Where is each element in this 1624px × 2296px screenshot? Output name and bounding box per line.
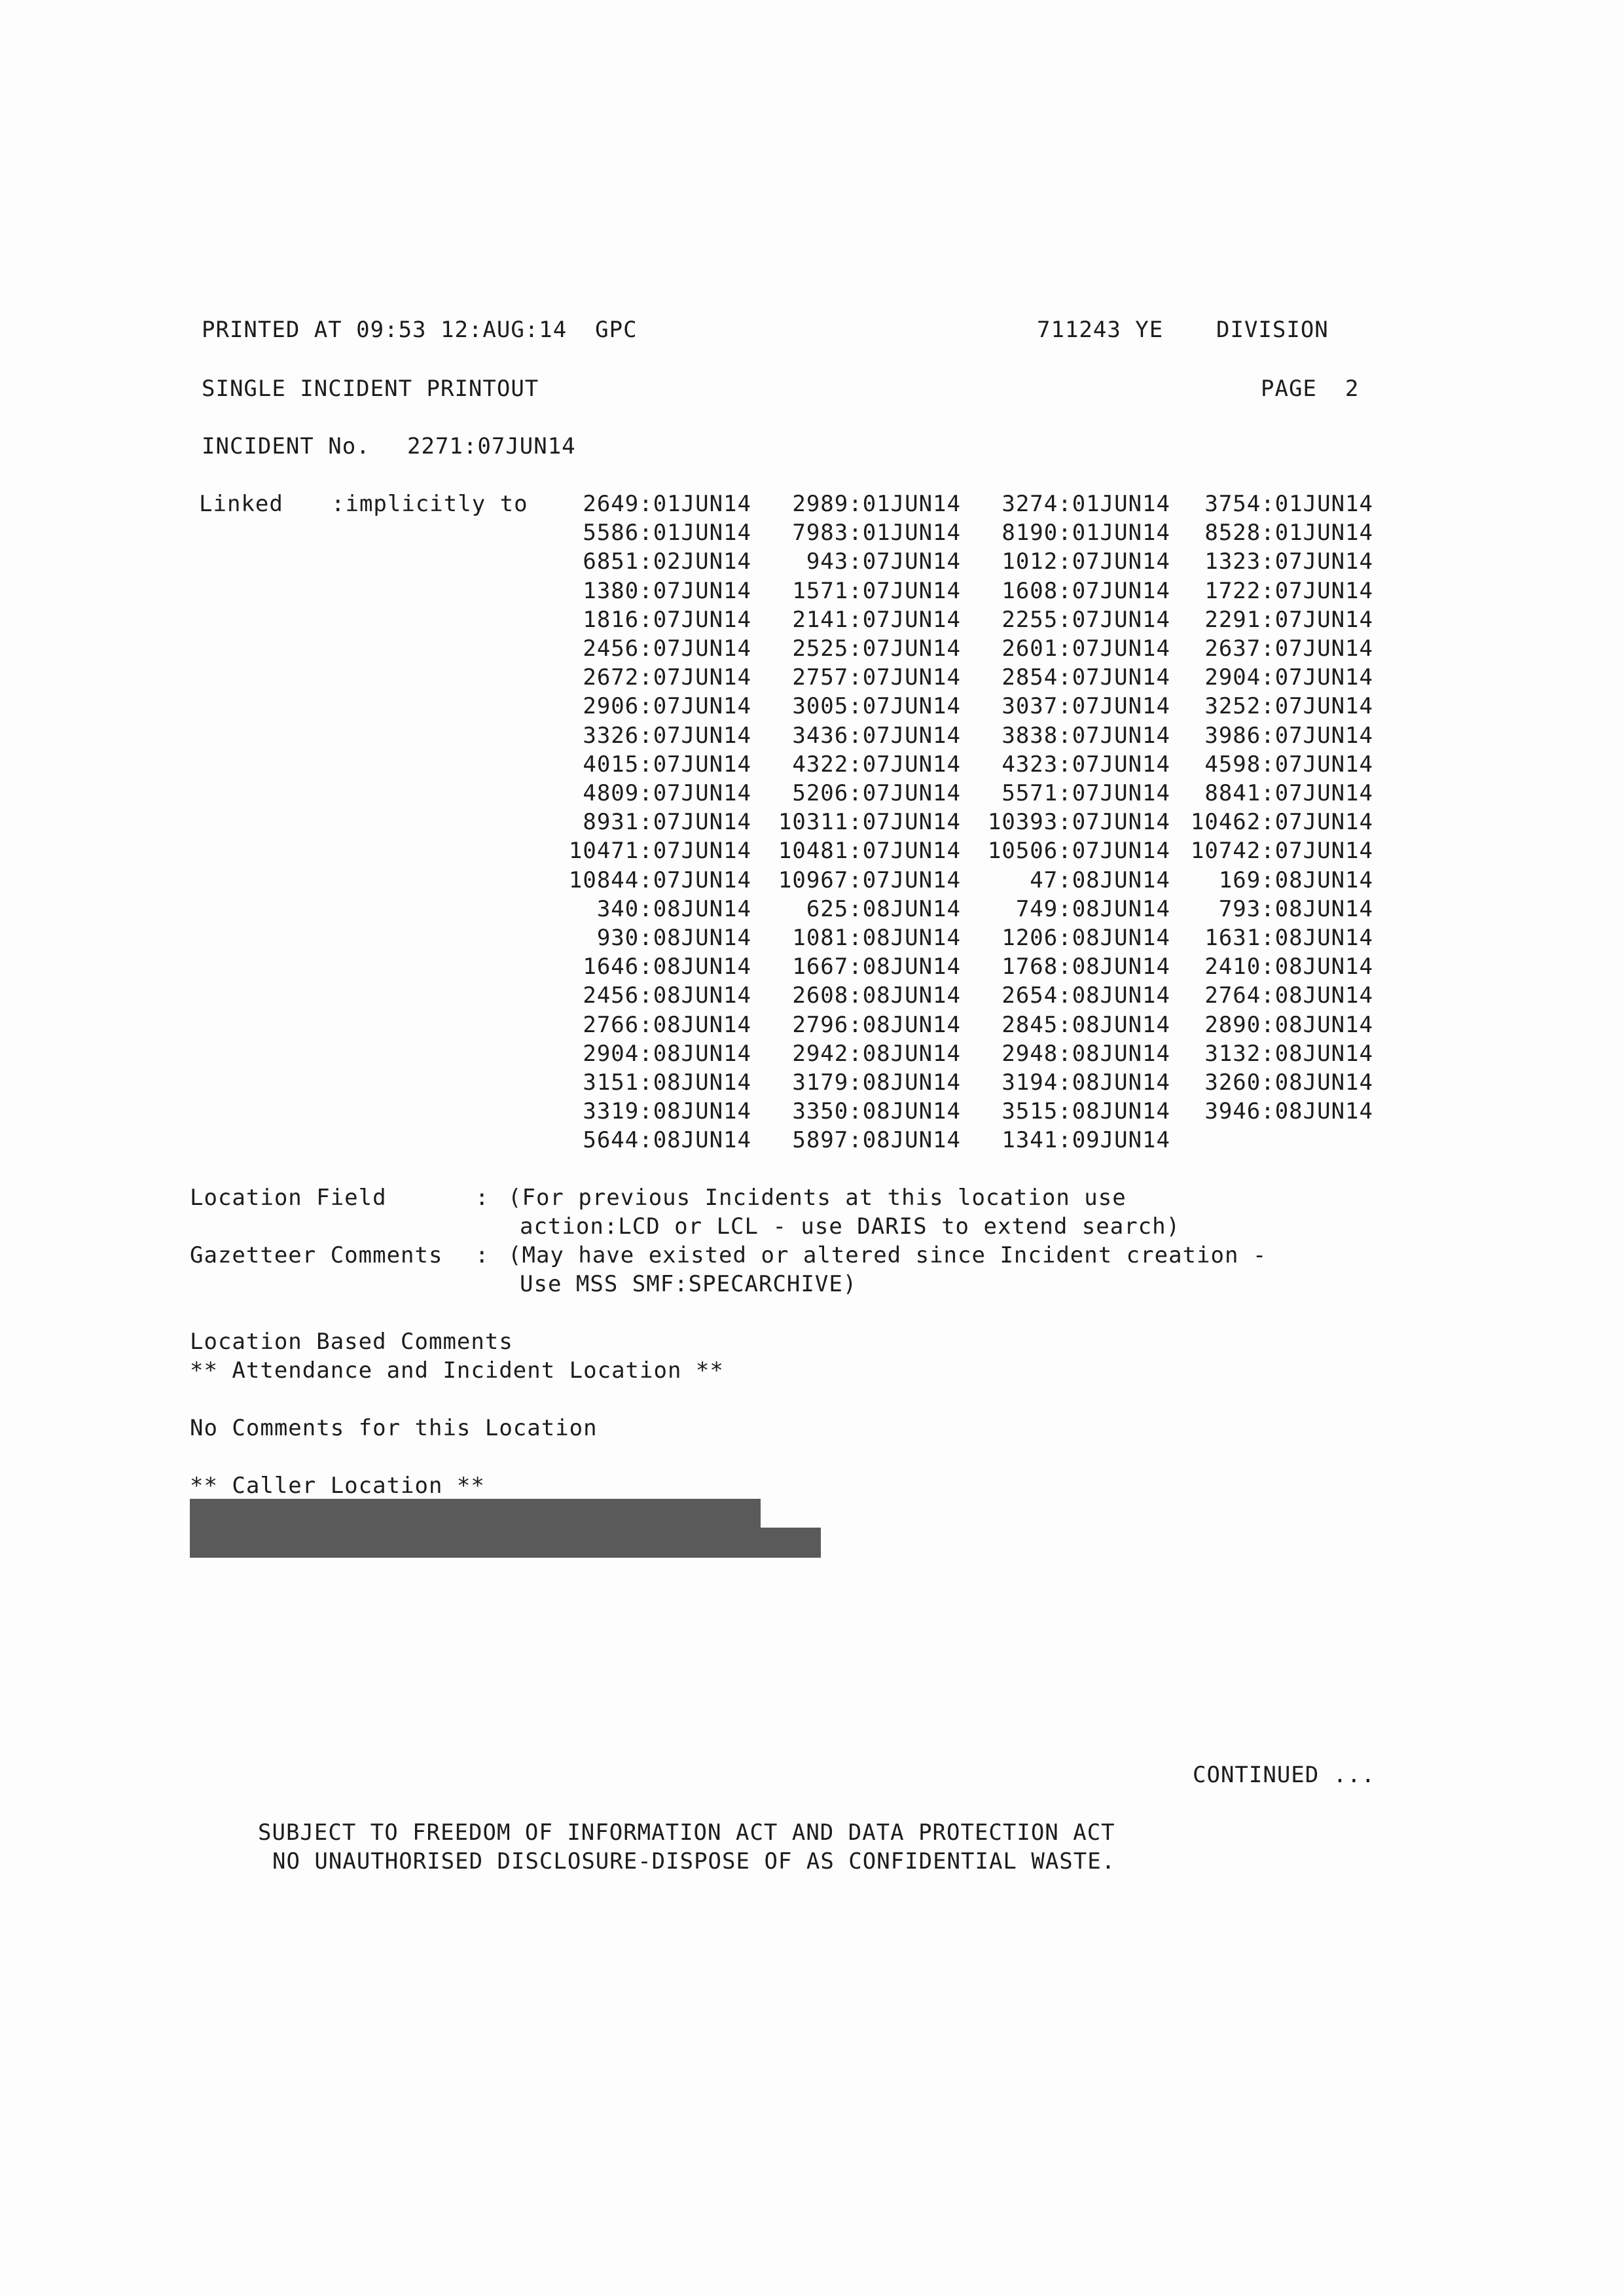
linked-incident-ref: 1608:07JUN14 — [1001, 578, 1170, 604]
linked-incident-ref: 3946:08JUN14 — [1204, 1098, 1373, 1124]
linked-incident-ref: 2845:08JUN14 — [1001, 1012, 1170, 1038]
linked-incident-ref: 10471:07JUN14 — [568, 838, 751, 864]
page-number: PAGE 2 — [1261, 376, 1360, 402]
gazetteer-note-line2: Use MSS SMF:SPECARCHIVE) — [520, 1271, 857, 1297]
linked-incident-ref: 2601:07JUN14 — [1001, 636, 1170, 662]
division-label: DIVISION — [1216, 317, 1329, 343]
linked-incident-ref: 47:08JUN14 — [1030, 867, 1170, 893]
linked-incident-ref: 2456:07JUN14 — [583, 636, 751, 662]
caller-location-heading: ** Caller Location ** — [190, 1473, 485, 1499]
linked-incident-ref: 3515:08JUN14 — [1001, 1098, 1170, 1124]
linked-incident-ref: 2525:07JUN14 — [792, 636, 961, 662]
linked-incident-ref: 3179:08JUN14 — [792, 1069, 961, 1096]
linked-incident-ref: 5571:07JUN14 — [1001, 780, 1170, 806]
linked-incident-ref: 2906:07JUN14 — [583, 693, 751, 719]
linked-incident-ref: 1323:07JUN14 — [1204, 548, 1373, 575]
linked-incident-ref: 1816:07JUN14 — [583, 607, 751, 633]
linked-incident-ref: 10967:07JUN14 — [778, 867, 961, 893]
linked-incident-ref: 2942:08JUN14 — [792, 1041, 961, 1067]
redaction-block — [190, 1528, 821, 1558]
linked-incident-ref: 7983:01JUN14 — [792, 520, 961, 546]
incident-number-label: INCIDENT No. — [202, 433, 370, 459]
linked-incident-ref: 1571:07JUN14 — [792, 578, 961, 604]
linked-incident-ref: 3151:08JUN14 — [583, 1069, 751, 1096]
linked-incident-ref: 4598:07JUN14 — [1204, 751, 1373, 778]
linked-incident-ref: 3194:08JUN14 — [1001, 1069, 1170, 1096]
continued-marker: CONTINUED ... — [1193, 1762, 1376, 1788]
linked-incident-ref: 2989:01JUN14 — [792, 491, 961, 517]
linked-incident-ref: 10506:07JUN14 — [987, 838, 1170, 864]
incident-number-value: 2271:07JUN14 — [407, 433, 576, 459]
linked-incident-ref: 749:08JUN14 — [1015, 896, 1170, 922]
location-based-comments-heading: Location Based Comments — [190, 1329, 513, 1355]
linked-incident-ref: 1341:09JUN14 — [1001, 1127, 1170, 1153]
linked-incident-ref: 943:07JUN14 — [806, 548, 961, 575]
linked-incident-ref: 2608:08JUN14 — [792, 982, 961, 1009]
location-field-label: Location Field — [190, 1185, 387, 1211]
linked-label: Linked — [199, 491, 283, 517]
linked-incident-ref: 2649:01JUN14 — [583, 491, 751, 517]
disclaimer-line-2: NO UNAUTHORISED DISCLOSURE-DISPOSE OF AS CONFIDENTIAL WASTE. — [272, 1848, 1116, 1874]
linked-incident-ref: 4809:07JUN14 — [583, 780, 751, 806]
linked-incident-ref: 2766:08JUN14 — [583, 1012, 751, 1038]
linked-incident-ref: 2904:07JUN14 — [1204, 664, 1373, 691]
linked-incident-ref: 8528:01JUN14 — [1204, 520, 1373, 546]
linked-incident-ref: 2904:08JUN14 — [583, 1041, 751, 1067]
linked-incident-ref: 5206:07JUN14 — [792, 780, 961, 806]
linked-incident-ref: 3350:08JUN14 — [792, 1098, 961, 1124]
linked-incident-ref: 5897:08JUN14 — [792, 1127, 961, 1153]
reference-number: 711243 YE — [1037, 317, 1164, 343]
linked-incident-ref: 2410:08JUN14 — [1204, 954, 1373, 980]
location-field-separator: : — [475, 1185, 490, 1211]
linked-incident-ref: 4323:07JUN14 — [1001, 751, 1170, 778]
linked-incident-ref: 1631:08JUN14 — [1204, 925, 1373, 951]
linked-incident-ref: 8190:01JUN14 — [1001, 520, 1170, 546]
linked-incident-ref: 10844:07JUN14 — [568, 867, 751, 893]
attendance-location-heading: ** Attendance and Incident Location ** — [190, 1357, 724, 1384]
linked-incident-ref: 8931:07JUN14 — [583, 809, 751, 835]
linked-incident-ref: 3326:07JUN14 — [583, 723, 751, 749]
linked-incident-ref: 6851:02JUN14 — [583, 548, 751, 575]
linked-incident-ref: 3436:07JUN14 — [792, 723, 961, 749]
disclaimer-line-1: SUBJECT TO FREEDOM OF INFORMATION ACT AND DATA PROTECTION ACT — [258, 1820, 1115, 1846]
location-field-note-line2: action:LCD or LCL - use DARIS to extend search) — [520, 1213, 1181, 1240]
linked-incident-ref: 3037:07JUN14 — [1001, 693, 1170, 719]
linked-incident-ref: 4322:07JUN14 — [792, 751, 961, 778]
linked-incident-ref: 2654:08JUN14 — [1001, 982, 1170, 1009]
linked-incident-ref: 793:08JUN14 — [1218, 896, 1373, 922]
linked-incident-ref: 2757:07JUN14 — [792, 664, 961, 691]
linked-incident-ref: 3986:07JUN14 — [1204, 723, 1373, 749]
linked-incident-ref: 2890:08JUN14 — [1204, 1012, 1373, 1038]
linked-incident-ref: 930:08JUN14 — [596, 925, 751, 951]
linked-incident-ref: 3132:08JUN14 — [1204, 1041, 1373, 1067]
linked-incident-ref: 2764:08JUN14 — [1204, 982, 1373, 1009]
linked-incident-ref: 3260:08JUN14 — [1204, 1069, 1373, 1096]
linked-incident-ref: 2854:07JUN14 — [1001, 664, 1170, 691]
linked-incident-ref: 2672:07JUN14 — [583, 664, 751, 691]
linked-incident-ref: 1012:07JUN14 — [1001, 548, 1170, 575]
gazetteer-note-line1: (May have existed or altered since Incident creation - — [508, 1242, 1267, 1268]
linked-incident-ref: 2141:07JUN14 — [792, 607, 961, 633]
linked-incident-ref: 10311:07JUN14 — [778, 809, 961, 835]
linked-incident-ref: 3838:07JUN14 — [1001, 723, 1170, 749]
linked-incident-ref: 1667:08JUN14 — [792, 954, 961, 980]
gazetteer-comments-label: Gazetteer Comments — [190, 1242, 443, 1268]
linked-incident-ref: 10481:07JUN14 — [778, 838, 961, 864]
linked-incident-ref: 2637:07JUN14 — [1204, 636, 1373, 662]
linked-incident-ref: 3754:01JUN14 — [1204, 491, 1373, 517]
linked-incident-ref: 3005:07JUN14 — [792, 693, 961, 719]
linked-incident-ref: 1722:07JUN14 — [1204, 578, 1373, 604]
redaction-block — [190, 1499, 761, 1528]
gazetteer-separator: : — [475, 1242, 490, 1268]
linked-incident-ref: 5644:08JUN14 — [583, 1127, 751, 1153]
linked-incident-ref: 625:08JUN14 — [806, 896, 961, 922]
location-field-note-line1: (For previous Incidents at this location use — [508, 1185, 1127, 1211]
linked-incident-ref: 5586:01JUN14 — [583, 520, 751, 546]
printed-at-line: PRINTED AT 09:53 12:AUG:14 GPC — [202, 317, 638, 343]
linked-incident-ref: 1380:07JUN14 — [583, 578, 751, 604]
linked-incident-ref: 10742:07JUN14 — [1190, 838, 1373, 864]
linked-incident-ref: 2948:08JUN14 — [1001, 1041, 1170, 1067]
linked-incident-ref: 1081:08JUN14 — [792, 925, 961, 951]
linked-incident-ref: 3252:07JUN14 — [1204, 693, 1373, 719]
linked-qualifier: :implicitly to — [331, 491, 528, 517]
linked-incident-ref: 2255:07JUN14 — [1001, 607, 1170, 633]
linked-incident-ref: 1768:08JUN14 — [1001, 954, 1170, 980]
linked-incident-ref: 2796:08JUN14 — [792, 1012, 961, 1038]
linked-incident-ref: 3274:01JUN14 — [1001, 491, 1170, 517]
linked-incident-ref: 1646:08JUN14 — [583, 954, 751, 980]
document-title: SINGLE INCIDENT PRINTOUT — [202, 376, 539, 402]
linked-incident-ref: 10462:07JUN14 — [1190, 809, 1373, 835]
linked-incident-ref: 4015:07JUN14 — [583, 751, 751, 778]
linked-incident-ref: 2456:08JUN14 — [583, 982, 751, 1009]
linked-incident-ref: 1206:08JUN14 — [1001, 925, 1170, 951]
linked-incident-ref: 169:08JUN14 — [1218, 867, 1373, 893]
linked-incident-ref: 10393:07JUN14 — [987, 809, 1170, 835]
no-comments-text: No Comments for this Location — [190, 1415, 598, 1441]
linked-incident-ref: 8841:07JUN14 — [1204, 780, 1373, 806]
linked-incident-ref: 340:08JUN14 — [596, 896, 751, 922]
linked-incident-ref: 2291:07JUN14 — [1204, 607, 1373, 633]
linked-incident-ref: 3319:08JUN14 — [583, 1098, 751, 1124]
